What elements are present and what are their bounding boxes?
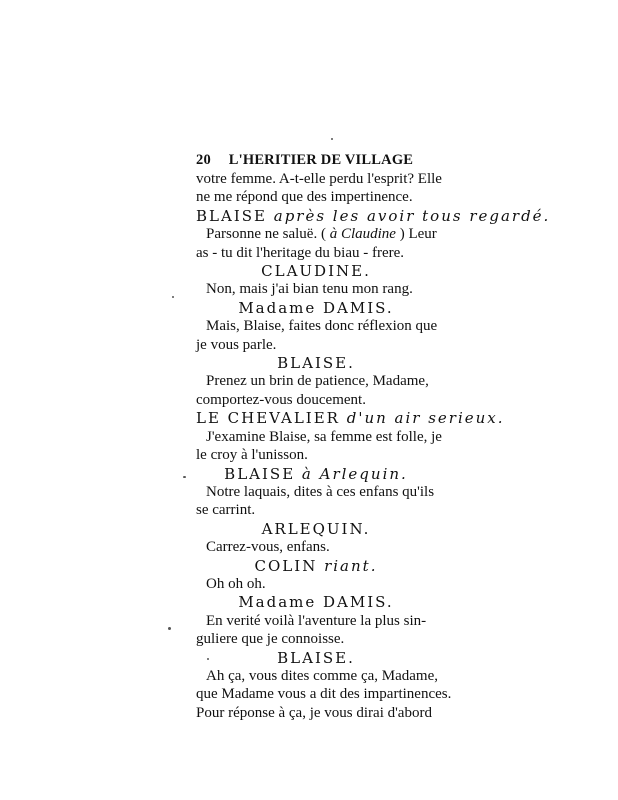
speaker-heading [196, 465, 436, 483]
line-text: comportez-vous doucement. [196, 391, 366, 408]
line-text: Non, mais j'ai bian tenu mon rang. [206, 281, 413, 298]
line-text: Prenez un brin de patience, Madame, [206, 373, 429, 390]
text-line [196, 704, 436, 722]
text-line [196, 225, 436, 243]
text-line [196, 336, 436, 354]
line-text: ARLEQUIN. [261, 519, 371, 538]
stage-direction: à Arlequin. [301, 464, 408, 483]
line-text: Oh oh oh. [206, 575, 266, 592]
paper-speck [331, 138, 333, 140]
paper-speck [172, 296, 174, 298]
line-text: BLAISE. [277, 648, 355, 667]
text-line [196, 685, 452, 703]
line-text: En verité voilà l'aventure la plus sin- [206, 612, 427, 629]
line-text: Madame DAMIS. [238, 298, 394, 317]
running-header [196, 150, 436, 170]
text-line [196, 188, 436, 206]
text-line [196, 280, 436, 298]
text-line [196, 612, 436, 630]
paper-speck [183, 476, 186, 478]
speaker-heading [196, 409, 505, 428]
line-text: guliere que je connoisse. [196, 631, 345, 648]
speaker-heading [196, 206, 551, 225]
text-line [196, 575, 436, 593]
text-line [196, 483, 436, 501]
paper-speck [168, 627, 171, 630]
line-text: BLAISE. [277, 354, 355, 373]
page-number: 20 [196, 152, 211, 168]
text-line [196, 446, 436, 464]
line-text: Madame DAMIS. [238, 593, 394, 612]
line-text: Pour réponse à ça, je vous dirai d'abord [196, 704, 432, 721]
line-text: Mais, Blaise, faites donc réflexion que [206, 318, 438, 335]
paper-speck [207, 658, 209, 660]
line-text: BLAISE [224, 464, 302, 483]
text-line [196, 667, 439, 685]
line-text: le croy à l'unisson. [196, 447, 308, 464]
play-text [196, 170, 551, 722]
line-text: Carrez-vous, enfans. [206, 539, 330, 556]
text-line [196, 630, 436, 648]
line-text: Parsonne ne saluë. ( [206, 226, 330, 243]
line-text: votre femme. A-t-elle perdu l'esprit? Elle [196, 171, 442, 187]
line-text: CLAUDINE. [261, 262, 371, 281]
line-text: je vous parle. [196, 336, 277, 353]
text-line [196, 372, 436, 390]
text-line [196, 317, 436, 335]
speaker-heading [196, 299, 436, 317]
speaker-heading [196, 520, 436, 538]
text-line [196, 428, 442, 446]
line-text: COLIN [254, 556, 325, 575]
line-text: se carrint. [196, 502, 256, 519]
speaker-heading [196, 649, 436, 667]
line-text: J'examine Blaise, sa femme est folle, je [206, 428, 442, 445]
speaker-heading [196, 262, 436, 280]
text-block [196, 150, 551, 722]
stage-direction: à Claudine [329, 226, 396, 243]
running-title: L'HERITIER DE VILLAGE [228, 152, 414, 168]
line-text: ) Leur [395, 226, 437, 243]
text-line [196, 244, 436, 262]
line-text: BLAISE [196, 206, 274, 225]
line-text: que Madame vous a dit des impartinences. [196, 686, 452, 703]
line-text: ne me répond que des impertinence. [196, 189, 413, 206]
text-line [196, 391, 436, 409]
line-text: Ah ça, vous dites comme ça, Madame, [206, 667, 439, 684]
text-line [196, 538, 436, 556]
stage-direction: d'un air serieux. [346, 409, 505, 428]
stage-direction: riant. [324, 556, 378, 575]
line-text: Notre laquais, dites à ces enfans qu'ils [206, 483, 435, 500]
speaker-heading [196, 593, 436, 611]
text-line [196, 501, 436, 519]
speaker-heading [196, 557, 436, 575]
stage-direction: après les avoir tous regardé. [273, 206, 551, 225]
text-line [196, 170, 442, 188]
line-text: LE CHEVALIER [196, 409, 347, 428]
speaker-heading [196, 354, 436, 372]
line-text: as - tu dit l'heritage du biau - frere. [196, 244, 405, 261]
